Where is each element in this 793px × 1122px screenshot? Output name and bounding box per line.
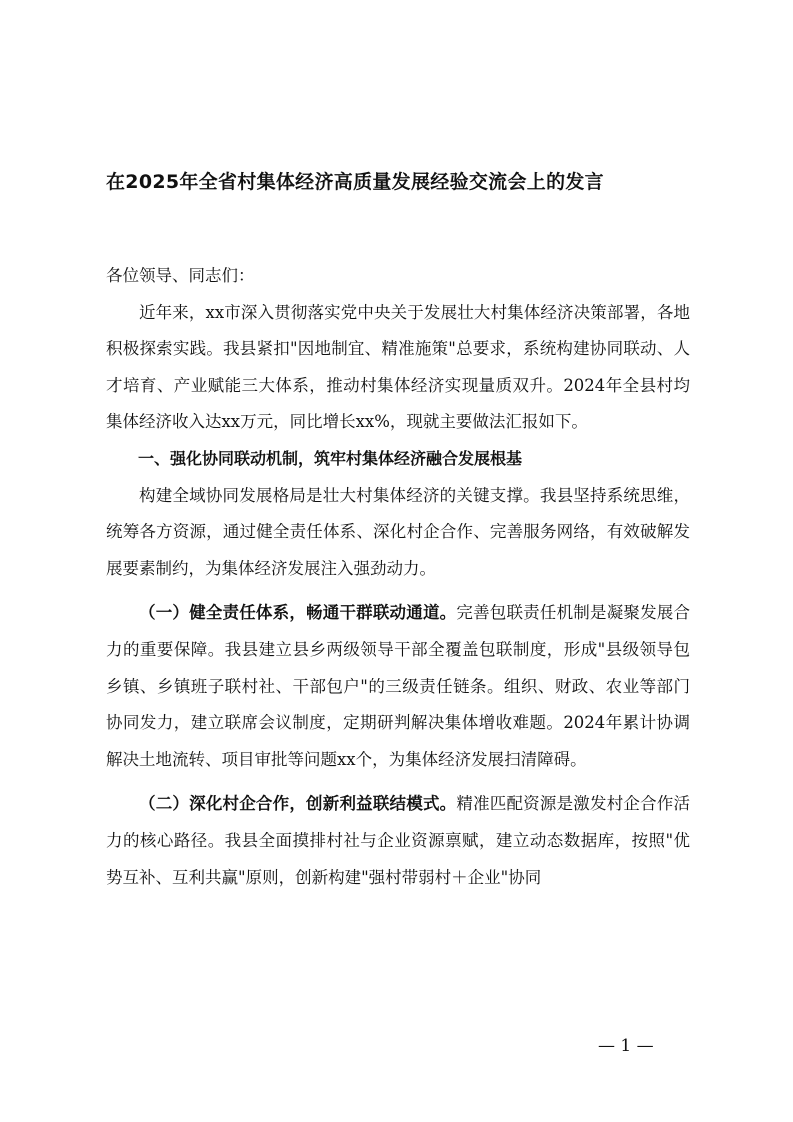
subsection-2-paragraph: [106, 786, 690, 896]
document-title: 在2025年全省村集体经济高质量发展经验交流会上的发言: [106, 171, 604, 193]
section-heading-1: 一、强化协同联动机制，筑牢村集体经济融合发展根基: [138, 448, 523, 468]
paragraph-gap: [106, 778, 690, 786]
subsection-heading-2: （二）深化村企合作，创新利益联结模式。: [139, 794, 457, 814]
subsection-1-paragraph: [106, 595, 690, 778]
subsection-1-text: 完善包联责任机制是凝聚发展合力的重要保障。我县建立县乡两级领导干部全覆盖包联制度，形成"县级领导包乡镇、乡镇班子联村社、干部包户"的三级责任链条。组织、财政、农业等部门协同发力，建立联席会议制度，定期研判解决集体增收难题。2024年累计协调解决土地流转、项目审批等问题xx个，为集体经济发展扫清障碍。: [106, 603, 690, 769]
section-1-paragraph: 构建全域协同发展格局是壮大村集体经济的关键支撑。我县坚持系统思维，统筹各方资源，通过健全责任体系、深化村企合作、完善服务网络，有效破解发展要素制约，为集体经济发展注入强劲动力。: [106, 485, 690, 578]
salutation: 各位领导、同志们：: [106, 266, 255, 285]
page-number: — 1 —: [598, 1036, 654, 1056]
intro-paragraph: 近年来，xx市深入贯彻落实党中央关于发展壮大村集体经济决策部署，各地积极探索实践。我县紧扣"因地制宜、精准施策"总要求，系统构建协同联动、人才培育、产业赋能三大体系，推动村集体经济实现量质双升。2024年全县村均集体经济收入达xx万元，同比增长xx%，现就主要做法汇报如下。: [106, 302, 690, 432]
document-body: [106, 258, 690, 896]
paragraph-gap: [106, 587, 690, 595]
subsection-heading-1: （一）健全责任体系，畅通干群联动通道。: [139, 603, 457, 623]
subsection-2-text: 精准匹配资源是激发村企合作活力的核心路径。我县全面摸排村社与企业资源禀赋，建立动态数据库，按照"优势互补、互利共赢"原则，创新构建"强村带弱村＋企业"协同: [106, 794, 690, 887]
